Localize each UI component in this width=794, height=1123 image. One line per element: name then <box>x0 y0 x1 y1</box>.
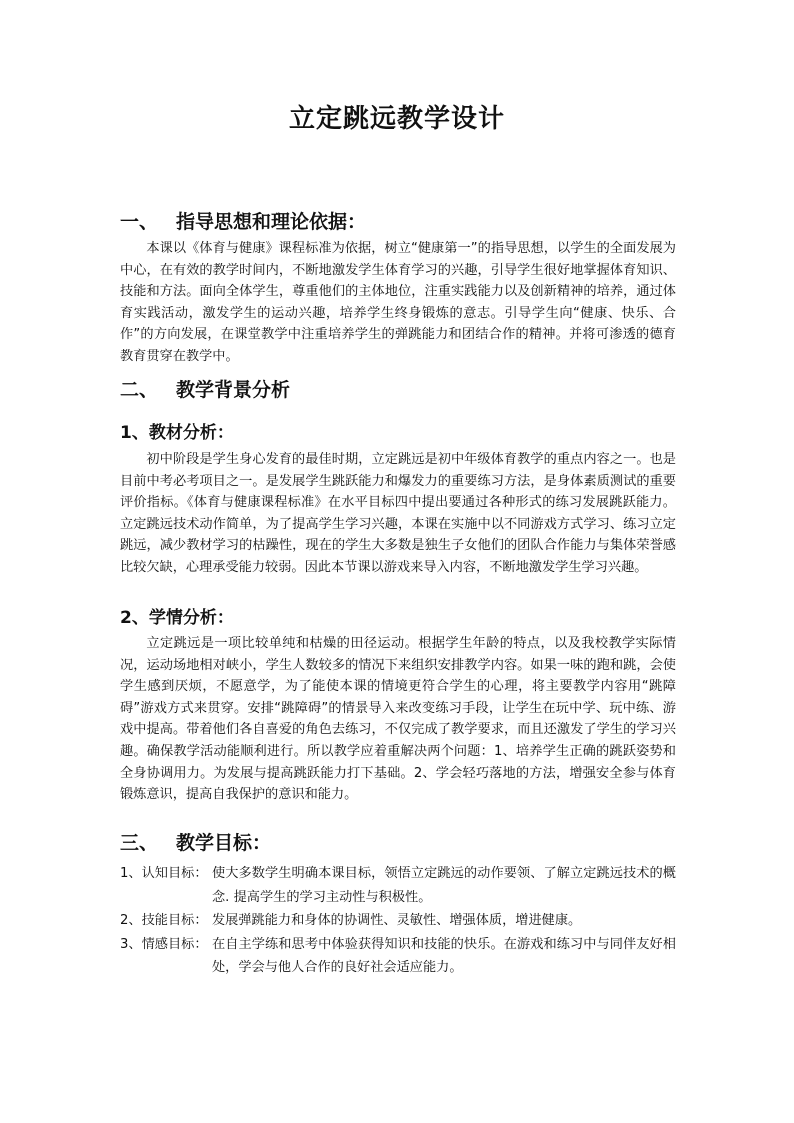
goal-label: 1、认知目标： <box>120 866 208 881</box>
section-title: 教学背景分析 <box>176 379 291 401</box>
materials-paragraph: 初中阶段是学生身心发育的最佳时期，立定跳远是初中年级体育教学的重点内容之一。也是目前中考必考项目之一。是发展学生跳跃能力和爆发力的重要练习方法，是身体素质测试的重要评价指标。《体育与健康课程标准》在水平目标四中提出要通过各种形式的练习发展跳跃能力。立定跳远技术动作简单，为了提高学生学习兴趣，本课在实施中以不同游戏方式学习、练习立定跳远，减少教材学习的枯躁性，现在的学生大多数是独生子女他们的团队合作能力与集体荣誉感比较欠缺，心理承受能力较弱。因此本节课以游戏来导入内容，不断地激发学生学习兴趣。 <box>120 452 676 575</box>
subsection-heading-students: 2、学情分析： <box>120 608 234 628</box>
section-title: 指导思想和理论依据： <box>176 211 367 233</box>
goal-item <box>120 933 676 980</box>
goal-text: 在自主学练和思考中体验获得知识和技能的快乐。在游戏和练习中与同伴友好相处，学会与他人合作的良好社会适应能力。 <box>212 936 676 975</box>
students-paragraph: 立定跳远是一项比较单纯和枯燥的田径运动。根据学生年龄的特点，以及我校教学实际情况，运动场地相对峡小，学生人数较多的情况下来组织安排教学内容。如果一味的跑和跳，会使学生感到厌烦，不愿意学，为了能使本课的情境更符合学生的心理，将主要教学内容用“跳障碍”游戏方式来贯穿。安排“跳障碍”的情景导入来改变练习手段，让学生在玩中学、玩中练、游戏中提高。带着他们各自喜爱的角色去练习，不仅完成了教学要求，而且还激发了学生的学习兴趣。确保教学活动能顺利进行。所以教学应着重解决两个问题：1、培养学生正确的跳跃姿势和全身协调用力。为发展与提高跳跃能力打下基础。2、学会轻巧落地的方法，增强安全参与体育锻炼意识，提高自我保护的意识和能力。 <box>120 636 676 803</box>
document-title: 立定跳远教学设计 <box>288 104 505 134</box>
section-heading-3 <box>120 828 680 855</box>
goals-list <box>120 862 676 980</box>
goal-label: 3、情感目标： <box>120 936 208 952</box>
subsection-heading-materials: 1、教材分析： <box>120 423 234 443</box>
section-number: 二、 <box>120 379 159 401</box>
goal-item <box>120 909 676 933</box>
goal-text: 发展弹跳能力和身体的协调性、灵敏性、增强体质，增进健康。 <box>212 913 582 928</box>
section-number: 三、 <box>120 832 159 854</box>
goal-label: 2、技能目标： <box>120 913 208 928</box>
section-heading-1 <box>120 207 680 234</box>
section-number: 一、 <box>120 211 159 233</box>
section-title: 教学目标： <box>176 832 272 854</box>
section-heading-2 <box>120 375 680 402</box>
goal-text: 使大多数学生明确本课目标，领悟立定跳远的动作要领、了解立定跳远技术的概念. 提高学生的学习主动性与积极性。 <box>212 866 676 905</box>
goal-item <box>120 862 676 909</box>
section-1-paragraph: 本课以《体育与健康》课程标准为依据，树立“健康第一”的指导思想，以学生的全面发展为中心，在有效的教学时间内，不断地激发学生体育学习的兴趣，引导学生很好地掌握体育知识、技能和方法。面向全体学生，尊重他们的主体地位，注重实践能力以及创新精神的培养，通过体育实践活动，激发学生的运动兴趣，培养学生终身锻炼的意志。引导学生向“健康、快乐、合作”的方向发展，在课堂教学中注重培养学生的弹跳能力和团结合作的精神。并将可渗透的德育教育贯穿在教学中。 <box>120 241 676 364</box>
